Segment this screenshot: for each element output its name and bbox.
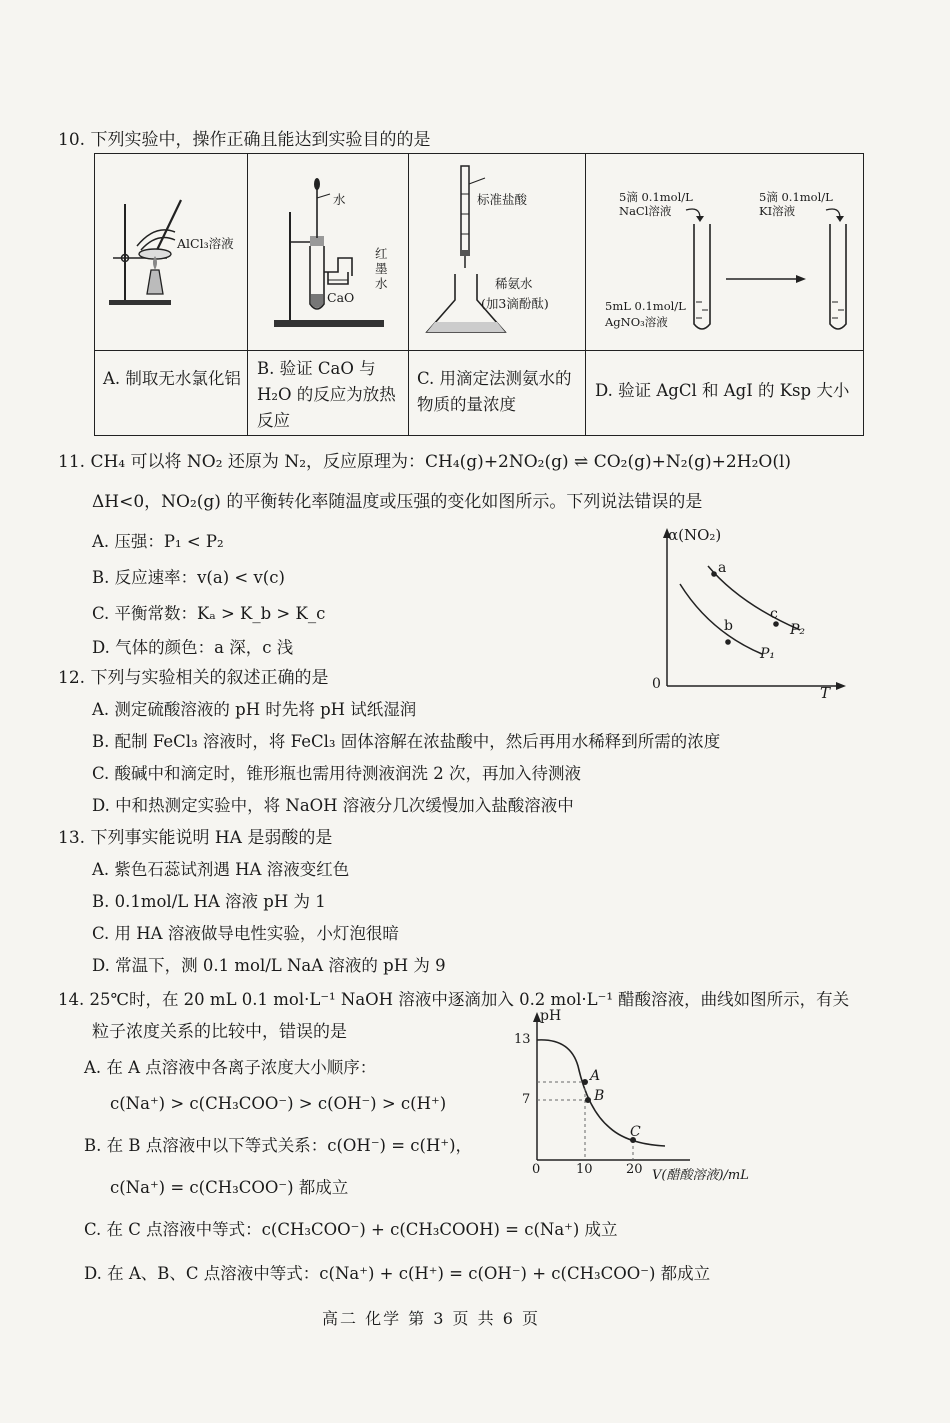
q10-option-a: A. 制取无水氯化铝 (103, 369, 241, 388)
point-B (585, 1097, 591, 1103)
point-b (725, 639, 731, 645)
fig-a-apparatus (95, 154, 247, 350)
q11-graph-ylabel: α(NO₂) (668, 526, 722, 544)
q13-stem: 13. 下列事实能说明 HA 是弱酸的是 (58, 828, 333, 848)
fig-d-agno3-label: 5mL 0.1mol/L AgNO₃溶液 (605, 299, 686, 329)
q10-option-b: B. 验证 CaO 与 H₂O 的反应为放热反应 (257, 359, 396, 430)
q13-option-b: B. 0.1mol/L HA 溶液 pH 为 1 (92, 892, 326, 911)
point-a (711, 571, 717, 577)
q10-option-d: D. 验证 AgCl 和 AgI 的 Ksp 大小 (595, 381, 850, 400)
q12-stem: 12. 下列与实验相关的叙述正确的是 (58, 668, 329, 688)
q11-graph-xlabel: T (820, 684, 831, 702)
q13-option-a: A. 紫色石蕊试剂遇 HA 溶液变红色 (92, 860, 350, 879)
q14-option-b-line2: c(Na⁺) = c(CH₃COO⁻) 都成立 (110, 1178, 349, 1197)
q14-graph-ylabel: pH (540, 1008, 562, 1024)
q10-stem: 10. 下列实验中，操作正确且能达到实验目的的是 (58, 130, 431, 150)
q14-option-a-line2: c(Na⁺) > c(CH₃COO⁻) > c(OH⁻) > c(H⁺) (110, 1094, 447, 1113)
q11-label-c: c (770, 606, 778, 622)
q11-stem-line2: ΔH<0，NO₂(g) 的平衡转化率随温度或压强的变化如图所示。下列说法错误的是 (92, 492, 703, 512)
curve-p1 (680, 584, 762, 654)
fig-d-ki-label: 5滴 0.1mol/L KI溶液 (759, 190, 833, 218)
q12-option-a: A. 测定硫酸溶液的 pH 时先将 pH 试纸湿润 (92, 700, 417, 719)
fig-a-label: AlCl₃溶液 (177, 236, 234, 251)
point-A (582, 1079, 588, 1085)
q14-label-A: A (590, 1068, 601, 1084)
fig-b-cao-label: CaO (327, 290, 355, 305)
fig-c-apparatus (409, 154, 585, 350)
q13-option-c: C. 用 HA 溶液做导电性实验，小灯泡很暗 (92, 924, 399, 943)
q13-option-d: D. 常温下，测 0.1 mol/L NaA 溶液的 pH 为 9 (92, 956, 446, 975)
fig-c-acid-label: 标准盐酸 (477, 192, 528, 207)
q14-graph-y13: 13 (514, 1032, 531, 1047)
q14-graph (510, 1010, 770, 1170)
q11-label-b: b (724, 618, 733, 634)
q11-option-d: D. 气体的颜色：a 深，c 浅 (92, 638, 294, 657)
q14-option-c: C. 在 C 点溶液中等式：c(CH₃COO⁻) + c(CH₃COOH) = c(Na⁺) 成立 (84, 1220, 618, 1239)
q12-option-b: B. 配制 FeCl₃ 溶液时，将 FeCl₃ 固体溶解在浓盐酸中，然后再用水稀释到所需的浓度 (92, 732, 721, 751)
q14-option-d: D. 在 A、B、C 点溶液中等式：c(Na⁺) + c(H⁺) = c(OH⁻) + c(CH₃COO⁻) 都成立 (84, 1264, 711, 1283)
q11-option-c: C. 平衡常数：Kₐ > K_b > K_c (92, 604, 326, 623)
q10-table (94, 153, 864, 436)
q14-graph-y7: 7 (522, 1092, 531, 1107)
q11-graph (640, 520, 850, 700)
q14-graph-x20: 20 (626, 1162, 643, 1177)
fig-c-indicator-label: (加3滴酚酞) (481, 296, 549, 311)
q14-graph-x10: 10 (576, 1162, 593, 1177)
q14-label-C: C (630, 1124, 641, 1140)
q14-label-B: B (594, 1088, 605, 1104)
q14-graph-x0: 0 (532, 1162, 541, 1177)
fig-d-nacl-label: 5滴 0.1mol/L NaCl溶液 (619, 190, 693, 218)
q12-option-d: D. 中和热测定实验中，将 NaOH 溶液分几次缓慢加入盐酸溶液中 (92, 796, 574, 815)
q11-label-a: a (718, 560, 727, 576)
q14-stem-line2: 粒子浓度关系的比较中，错误的是 (92, 1022, 347, 1042)
q11-stem-line1: 11. CH₄ 可以将 NO₂ 还原为 N₂，反应原理为：CH₄(g)+2NO₂(g) ⇌ CO₂(g)+N₂(g)+2H₂O(l) (58, 452, 792, 472)
q11-graph-origin: 0 (652, 676, 661, 692)
q12-option-c: C. 酸碱中和滴定时，锥形瓶也需用待测液润洗 2 次，再加入待测液 (92, 764, 582, 783)
point-c (773, 621, 779, 627)
fig-b-red-ink-label: 红墨水 (375, 246, 388, 291)
q14-stem-line1: 14. 25℃时，在 20 mL 0.1 mol·L⁻¹ NaOH 溶液中逐滴加入 0.2 mol·L⁻¹ 醋酸溶液，曲线如图所示，有关 (58, 990, 850, 1009)
q14-option-b-line1: B. 在 B 点溶液中以下等式关系：c(OH⁻) = c(H⁺)， (84, 1136, 472, 1155)
q10-option-c: C. 用滴定法测氨水的物质的量浓度 (417, 369, 572, 414)
q11-label-p2: P₂ (790, 622, 806, 638)
fig-b-water-label: 水 (333, 192, 346, 207)
q11-option-a: A. 压强：P₁ < P₂ (92, 532, 224, 551)
q11-option-b: B. 反应速率：v(a) < v(c) (92, 568, 285, 587)
page-footer: 高二 化学 第 3 页 共 6 页 (322, 1309, 540, 1328)
fig-c-ammonia-label: 稀氨水 (495, 276, 533, 291)
q14-graph-xlabel: V(醋酸溶液)/mL (652, 1168, 749, 1183)
q14-option-a-line1: A. 在 A 点溶液中各离子浓度大小顺序： (84, 1058, 377, 1077)
q11-label-p1: P₁ (760, 646, 776, 662)
